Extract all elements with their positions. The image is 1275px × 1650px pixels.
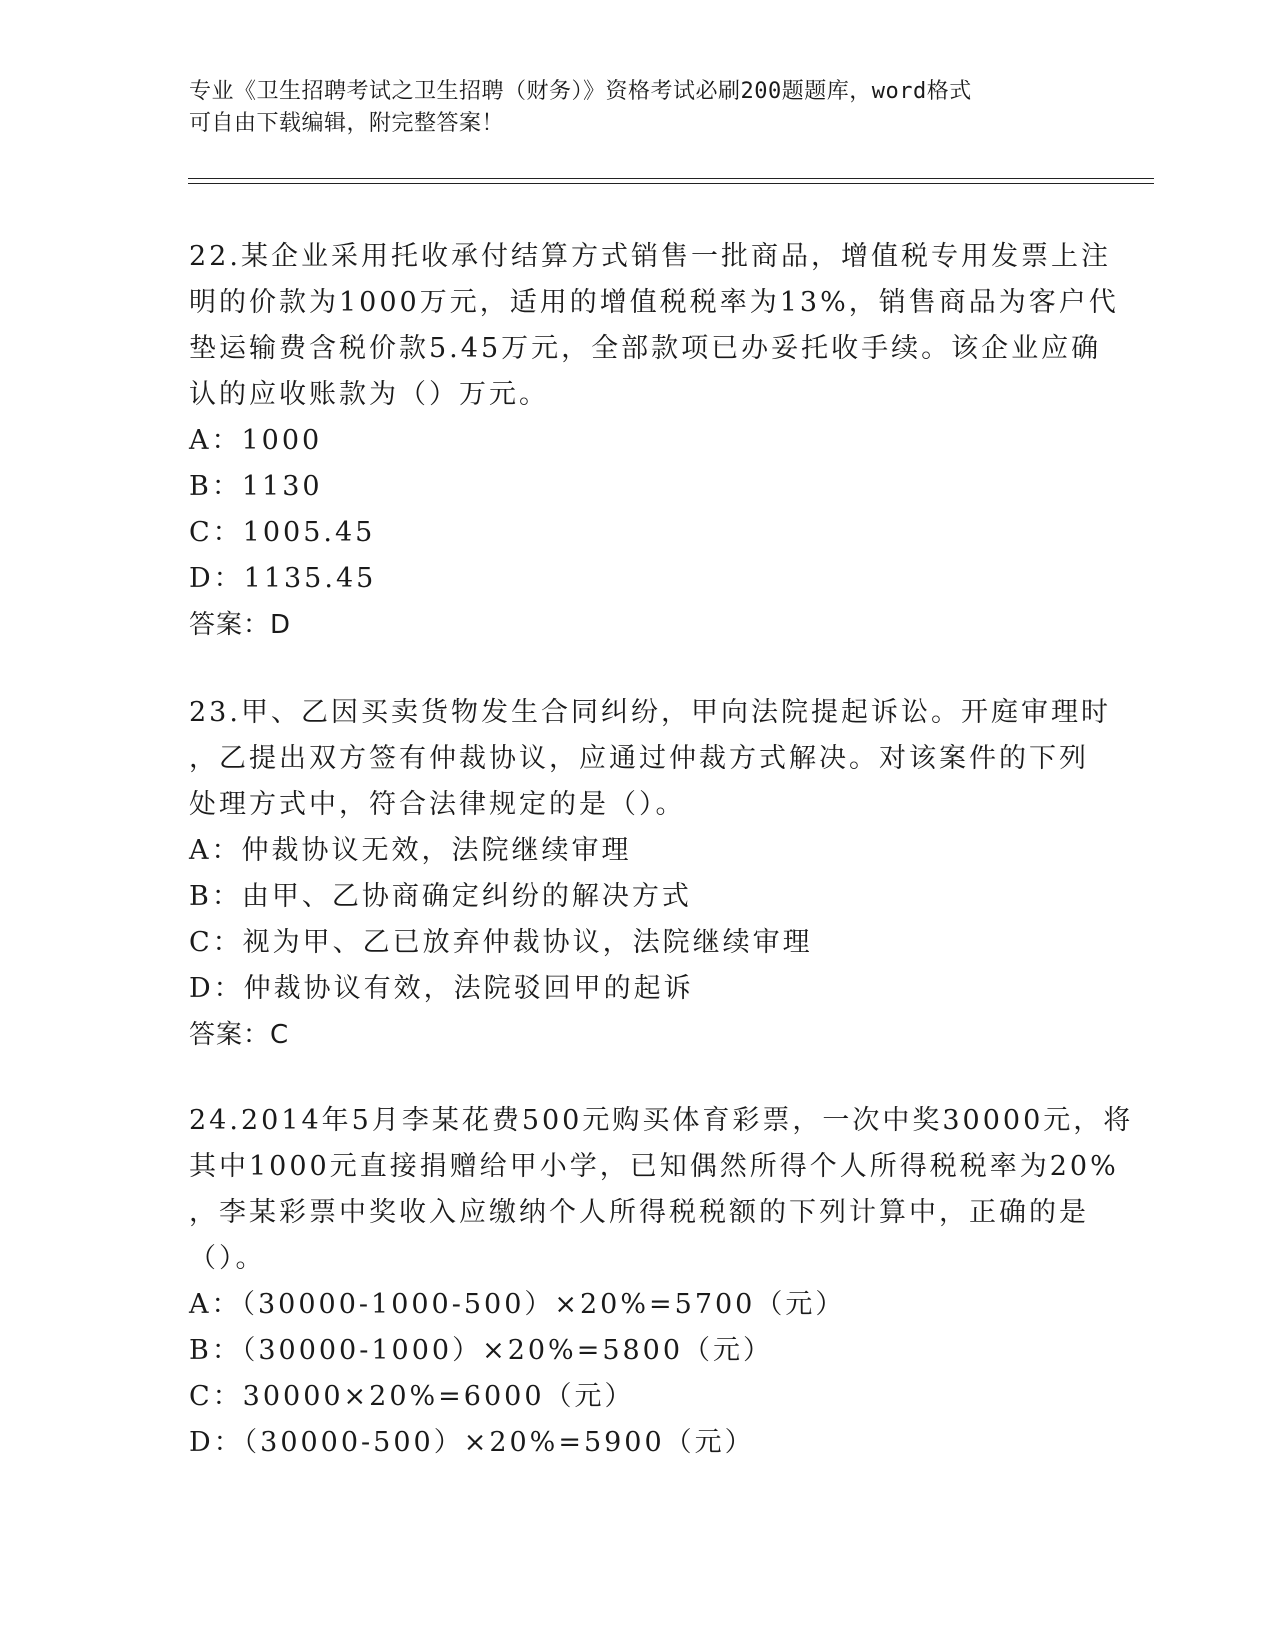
question-24 [189, 1098, 1134, 1466]
option-d: D：1135.45 [189, 563, 377, 594]
question-stem-line: ，李某彩票中奖收入应缴纳个人所得税税额的下列计算中，正确的是 [189, 1197, 1089, 1228]
header-line: 可自由下载编辑，附完整答案！ [189, 111, 505, 136]
option-b: B：1130 [189, 471, 323, 502]
option-c: C：30000×20%=6000（元） [189, 1381, 635, 1412]
option-d: D：（30000-500）×20%=5900（元） [189, 1427, 755, 1458]
question-stem-line: 明的价款为1000万元，适用的增值税税率为13%，销售商品为客户代 [189, 287, 1119, 318]
question-stem-line: 23.甲、乙因买卖货物发生合同纠纷，甲向法院提起诉讼。开庭审理时 [189, 697, 1111, 728]
header-line: 专业《卫生招聘考试之卫生招聘（财务）》资格考试必刷200题题库，word格式 [189, 79, 972, 104]
question-stem-line: 认的应收账款为（）万元。 [189, 379, 549, 410]
document-header [189, 76, 1089, 140]
answer-line: 答案：C [189, 1020, 290, 1050]
option-b: B：（30000-1000）×20%=5800（元） [189, 1335, 774, 1366]
answer-line: 答案：D [189, 610, 292, 640]
question-stem-line: 其中1000元直接捐赠给甲小学，已知偶然所得个人所得税税率为20% [189, 1151, 1119, 1182]
option-c: C：1005.45 [189, 517, 376, 548]
option-a: A：仲裁协议无效，法院继续审理 [189, 835, 632, 866]
question-23 [189, 690, 1111, 1058]
option-a: A：（30000-1000-500）×20%=5700（元） [189, 1289, 846, 1320]
question-stem-line: 垫运输费含税价款5.45万元，全部款项已办妥托收手续。该企业应确 [189, 333, 1102, 364]
question-22 [189, 234, 1119, 648]
header-divider-top [188, 178, 1154, 179]
option-b: B：由甲、乙协商确定纠纷的解决方式 [189, 881, 692, 912]
question-stem-line: （）。 [189, 1243, 266, 1274]
question-stem-line: 24.2014年5月李某花费500元购买体育彩票，一次中奖30000元，将 [189, 1105, 1134, 1136]
option-c: C：视为甲、乙已放弃仲裁协议，法院继续审理 [189, 927, 813, 958]
header-divider-bottom [188, 183, 1154, 184]
question-stem-line: 22.某企业采用托收承付结算方式销售一批商品，增值税专用发票上注 [189, 241, 1111, 272]
question-stem-line: ，乙提出双方签有仲裁协议，应通过仲裁方式解决。对该案件的下列 [189, 743, 1089, 774]
option-d: D：仲裁协议有效，法院驳回甲的起诉 [189, 973, 694, 1004]
option-a: A：1000 [189, 425, 323, 456]
question-stem-line: 处理方式中，符合法律规定的是（）。 [189, 789, 686, 820]
